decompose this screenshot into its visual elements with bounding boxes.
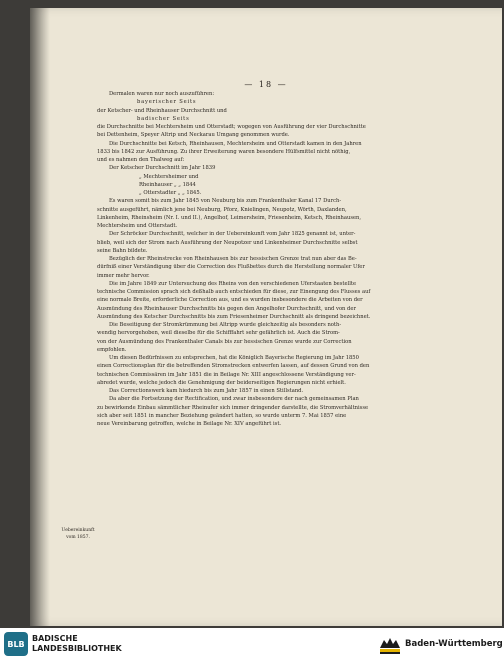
text-line: Rheinhauser „ „ 1844 bbox=[139, 181, 196, 188]
book-spine-shadow bbox=[30, 8, 50, 626]
library-name[interactable] bbox=[32, 634, 122, 654]
text-line: Das Correctionswerk kam hiedurch bis zum Jahr 1857 in einen Stillstand. bbox=[109, 388, 304, 394]
text-line: neue Vereinbarung getroffen, welche in Beilage Nr. XIV angeführt ist. bbox=[97, 421, 282, 427]
baden-wuerttemberg-lions-icon[interactable] bbox=[378, 634, 402, 656]
text-line: sich aber seit 1851 in mancher Beziehung geändert hatten, so wurde unterm 7. Mai 1857 eine bbox=[97, 412, 347, 419]
text-line: wendig hervorgehoben, weil dieselbe für die Schifffahrt sehr gefährlich ist. Auch die Strom- bbox=[97, 330, 340, 337]
text-line: Es waren somit bis zum Jahr 1845 von Neuburg bis zum Frankenthaler Kanal 17 Durch- bbox=[109, 198, 342, 205]
text-line: Ausmündung des Rheinhauser Durchschnitts bis gegen den Angelhofer Durchschnitt, und von der bbox=[97, 305, 356, 312]
text-line: Ausmündung des Ketscher Durchschnitts bis zum Friesenheimer Durchschnitt als dringend bezeichnet. bbox=[97, 313, 371, 320]
text-line: empfohlen. bbox=[97, 346, 127, 353]
blb-logo-icon[interactable]: BLB bbox=[4, 632, 28, 656]
margin-note-line: vom 1857. bbox=[66, 535, 90, 540]
text-line: abredet wurde, welche jedoch die Genehmigung der beiderseitigen Regierungen nicht erhielt. bbox=[97, 379, 346, 386]
text-line: technischen Commissären im Jahr 1851 die in Beilage Nr. XIII angeschlossene Verständigung ver- bbox=[97, 371, 356, 378]
text-line: „ Otterstadter „ „ 1845. bbox=[139, 190, 202, 196]
text-line: schnitte ausgeführt, nämlich jene bei Neuburg, Pforz, Knielingen, Neupotz, Wörth, Daxlanden, bbox=[97, 206, 347, 213]
text-line: Linkenheim, Rheinsheim (Nr. I. und II.), Angelhof, Leimersheim, Friesenheim, Ketsch, Rheinhausen, bbox=[97, 214, 362, 221]
text-line: bei Dettenheim, Speyer Altrip und Neckarau Umgang genommen wurde. bbox=[97, 132, 290, 139]
text-line: einen Correctionsplan für die betreffenden Stromstrecken entwerfen lassen, auf dessen Grund von den bbox=[97, 363, 370, 370]
text-line: eine normale Breite, erforderliche Correction aus, und es wurden insbesondere die Arbeiten von der bbox=[97, 297, 363, 304]
text-line: und es nahmen den Thalweg auf: bbox=[97, 157, 185, 163]
text-line: badischer Seits bbox=[137, 115, 190, 122]
library-name-line: LANDESBIBLIOTHEK bbox=[32, 644, 122, 653]
text-line: Die Beseitigung der Stromkrümmung bei Altripp wurde gleichzeitig als besonders noth- bbox=[109, 322, 342, 328]
text-line: zu bewirkende Einbau sämmtlicher Rheinufer sich immer dringender darstellte, die Stromverhältnisse bbox=[97, 404, 369, 411]
text-line: blieb, weil sich der Strom nach Ausführung der Neupotzer und Linkenheimer Durchschnitte selbst bbox=[97, 239, 358, 246]
text-line: seine Bahn bildete. bbox=[97, 247, 148, 254]
text-line: dürfniß einer Verständigung über die Correction des Flußbettes durch die Herstellung normaler Ufer bbox=[97, 264, 365, 271]
text-line: Bezüglich der Rheinstrecke von Rheinhausen bis zur hessischen Grenze trat nun aber das Be- bbox=[109, 256, 357, 262]
text-line: Die im Jahre 1849 zur Untersuchung des Rheins von den verschiedenen Uferstaaten bestellte bbox=[109, 280, 357, 287]
page-number: — 18 — bbox=[244, 80, 288, 89]
margin-note-line: Uebereinkunft bbox=[61, 528, 95, 533]
body-text bbox=[97, 90, 493, 428]
text-line: von der Ausmündung des Frankenthaler Canals bis zur hessischen Grenze wurde zur Correction bbox=[97, 338, 352, 345]
text-line: Die Durchschnitte bei Ketsch, Rheinhausen, Mechtersheim und Otterstadt kamen in den Jahren bbox=[109, 140, 362, 147]
text-line: Mechtersheim und Otterstadt. bbox=[97, 223, 178, 229]
margin-note bbox=[58, 527, 98, 541]
text-line: „ Mechtersheimer und bbox=[139, 173, 199, 180]
text-line: 1833 bis 1842 zur Ausführung. Zu ihrer Erweiterung waren besondere Hülfsmittel nicht nöthig, bbox=[97, 148, 351, 155]
text-line: die Durchschnitte bei Mechtersheim und Otterstadt; wogegen von Ausführung der vier Durchschnitte bbox=[97, 124, 366, 130]
text-line: Um diesen Bedürfnissen zu entsprechen, hat die Königlich Bayerische Regierung im Jahr 1850 bbox=[109, 355, 359, 361]
text-line: Der Ketscher Durchschnitt im Jahr 1839 bbox=[109, 165, 216, 172]
text-line: der Ketscher- und Rheinhauser Durchschnitt und bbox=[97, 107, 227, 114]
state-name[interactable]: Baden-Württemberg bbox=[405, 639, 503, 649]
text-line: Da aber die Fortsetzung der Rectification, und zwar insbesondere der nach gemeinsamen Plan bbox=[109, 396, 359, 403]
text-line: Der Schröcker Durchschnitt, welcher in der Uebereinkunft vom Jahr 1825 genannt ist, unter- bbox=[109, 231, 356, 238]
library-name-line: BADISCHE bbox=[32, 634, 78, 643]
text-line: technische Commission sprach sich deßhalb auch entschieden für diese, zur Einengung des Flusses auf bbox=[97, 289, 371, 295]
text-line: Dermalen waren nur noch auszuführen: bbox=[109, 91, 215, 97]
footer-bar bbox=[0, 628, 504, 661]
text-line: bayerischer Seits bbox=[137, 99, 197, 106]
text-line: immer mehr hervor. bbox=[97, 272, 150, 279]
